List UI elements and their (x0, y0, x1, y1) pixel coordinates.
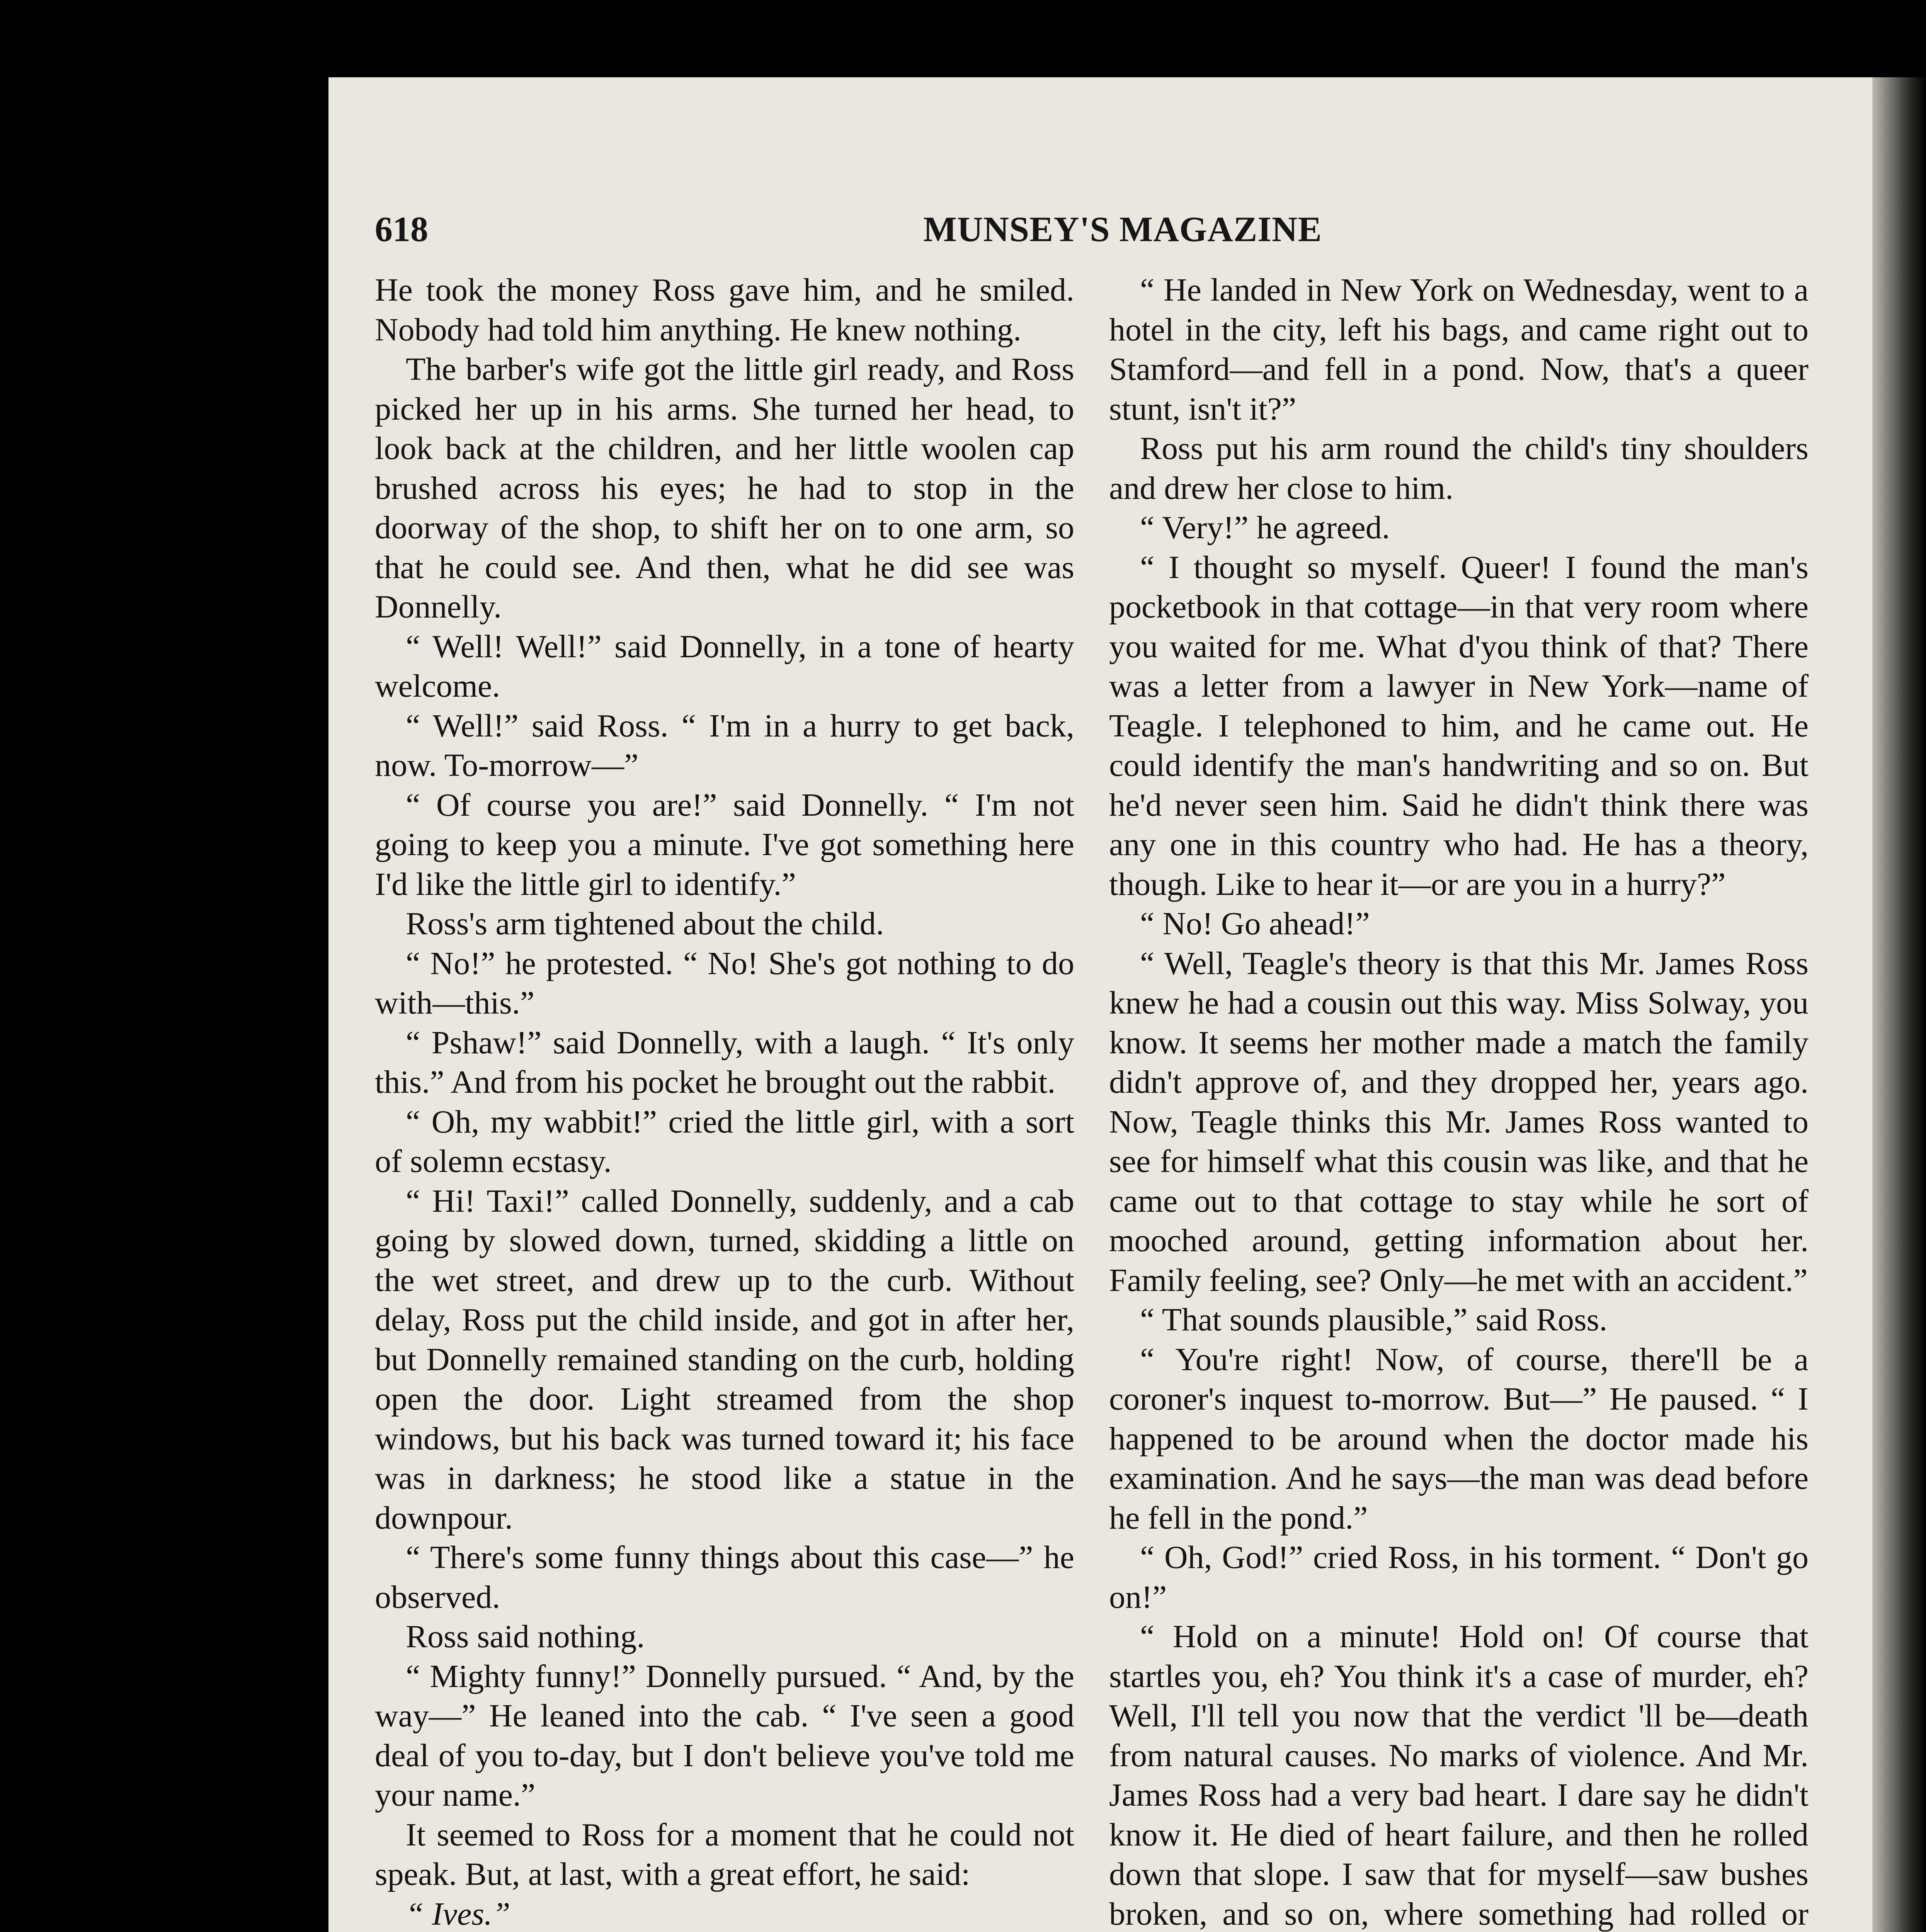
paragraph: “ Mighty funny!” Donnelly pursued. “ And, by the way—” He leaned into the cab. “ I've seen a good deal of you to-day, but I don't believe you've told me your name.” (375, 1658, 1074, 1813)
magazine-title: MUNSEY'S MAGAZINE (923, 209, 1322, 249)
paragraph: The barber's wife got the little girl ready, and Ross picked her up in his arms. She turned her head, to look back at the children, and her little woolen cap brushed across his eyes; he had to stop in the doorway of the shop, to shift her on to one arm, so that he could see. And then, what he did see was Donnelly. (375, 351, 1074, 625)
paragraph: “ Hold on a minute! Hold on! Of course that startles you, eh? You think it's a case of murder, eh? Well, I'll tell you now that the verdict 'll be—death from natural causes. No marks of violence. And Mr. James Ross had a very bad heart. I dare say he didn't know it. He died of heart failure, and then he rolled down that slope. I saw that for myself—saw bushes broken, and so on, where something had rolled or (1109, 1619, 1809, 1932)
book-spine-shadow (1872, 77, 1926, 1932)
right-column (1109, 270, 1809, 1932)
paragraph: “ You're right! Now, of course, there'll be a coroner's inquest to-morrow. But—” He paused. “ I happened to be around when the doctor made his examination. And he says—the man was dead before he fell in the pond.” (1109, 1341, 1809, 1536)
left-column (375, 270, 1074, 1932)
paragraph: Ross's arm tightened about the child. (406, 906, 884, 942)
paragraph: “ No!” he protested. “ No! She's got nothing to do with—this.” (375, 945, 1074, 1021)
paragraph: “ Oh, God!” cried Ross, in his torment. “ Don't go on!” (1109, 1539, 1809, 1615)
paragraph: “ Oh, my wabbit!” cried the little girl, with a sort of solemn ecstasy. (375, 1104, 1074, 1179)
paragraph: It seemed to Ross for a moment that he could not speak. But, at last, with a great effort, he said: (375, 1816, 1074, 1892)
paragraph: “ No! Go ahead!” (1140, 906, 1370, 942)
paragraph: “ He landed in New York on Wednesday, went to a hotel in the city, left his bags, and came right out to Stamford—and fell in a pond. Now, that's a queer stunt, isn't it?” (1109, 272, 1809, 427)
paragraph: “ I thought so myself. Queer! I found the man's pocketbook in that cottage—in that very room where you waited for me. What d'you think of that? There was a letter from a lawyer in New York—name of Teagle. I telephoned to him, and he came out. He could identify the man's handwriting and so on. But he'd never seen him. Said he didn't think there was any one in this country who had. He has a theory, though. Like to hear it—or are you in a hurry?” (1109, 549, 1809, 902)
paragraph: “ Very!” he agreed. (1140, 510, 1390, 546)
paragraph: “ Well!” said Ross. “ I'm in a hurry to get back, now. To-morrow—” (375, 707, 1074, 783)
paragraph: “ Of course you are!” said Donnelly. “ I'm not going to keep you a minute. I've got something here I'd like the little girl to identify.” (375, 787, 1074, 902)
paragraph: “ Hi! Taxi!” called Donnelly, suddenly, and a cab going by slowed down, turned, skidding a little on the wet street, and drew up to the curb. Without delay, Ross put the child inside, and got in after her, but Donnelly remained standing on the curb, holding open the door. Light streamed from the shop windows, but his back was turned toward it; his face was in darkness; he stood like a statue in the downpour. (375, 1183, 1074, 1536)
running-head (375, 209, 1870, 263)
magazine-page (328, 77, 1894, 1932)
paragraph: “ Ives.” (406, 1896, 510, 1932)
paragraph: “ Pshaw!” said Donnelly, with a laugh. “ It's only this.” And from his pocket he brought out the rabbit. (375, 1024, 1074, 1100)
paragraph: He took the money Ross gave him, and he smiled. Nobody had told him anything. He knew nothing. (375, 272, 1074, 348)
page-number: 618 (375, 209, 428, 249)
paragraph: “ Well, Teagle's theory is that this Mr. James Ross knew he had a cousin out this way. Miss Solway, you know. It seems her mother made a match the family didn't approve of, and they dropped her, years ago. Now, Teagle thinks this Mr. James Ross wanted to see for himself what this cousin was like, and that he came out to that cottage to stay while he sort of mooched around, getting information about her. Family feeling, see? Only—he met with an accident.” (1109, 945, 1809, 1298)
paragraph: Ross put his arm round the child's tiny shoulders and drew her close to him. (1109, 430, 1809, 506)
paragraph: Ross said nothing. (406, 1619, 645, 1655)
paragraph: “ That sounds plausible,” said Ross. (1140, 1302, 1608, 1338)
paragraph: “ There's some funny things about this case—” he observed. (375, 1539, 1074, 1615)
paragraph: “ Well! Well!” said Donnelly, in a tone of hearty welcome. (375, 628, 1074, 704)
